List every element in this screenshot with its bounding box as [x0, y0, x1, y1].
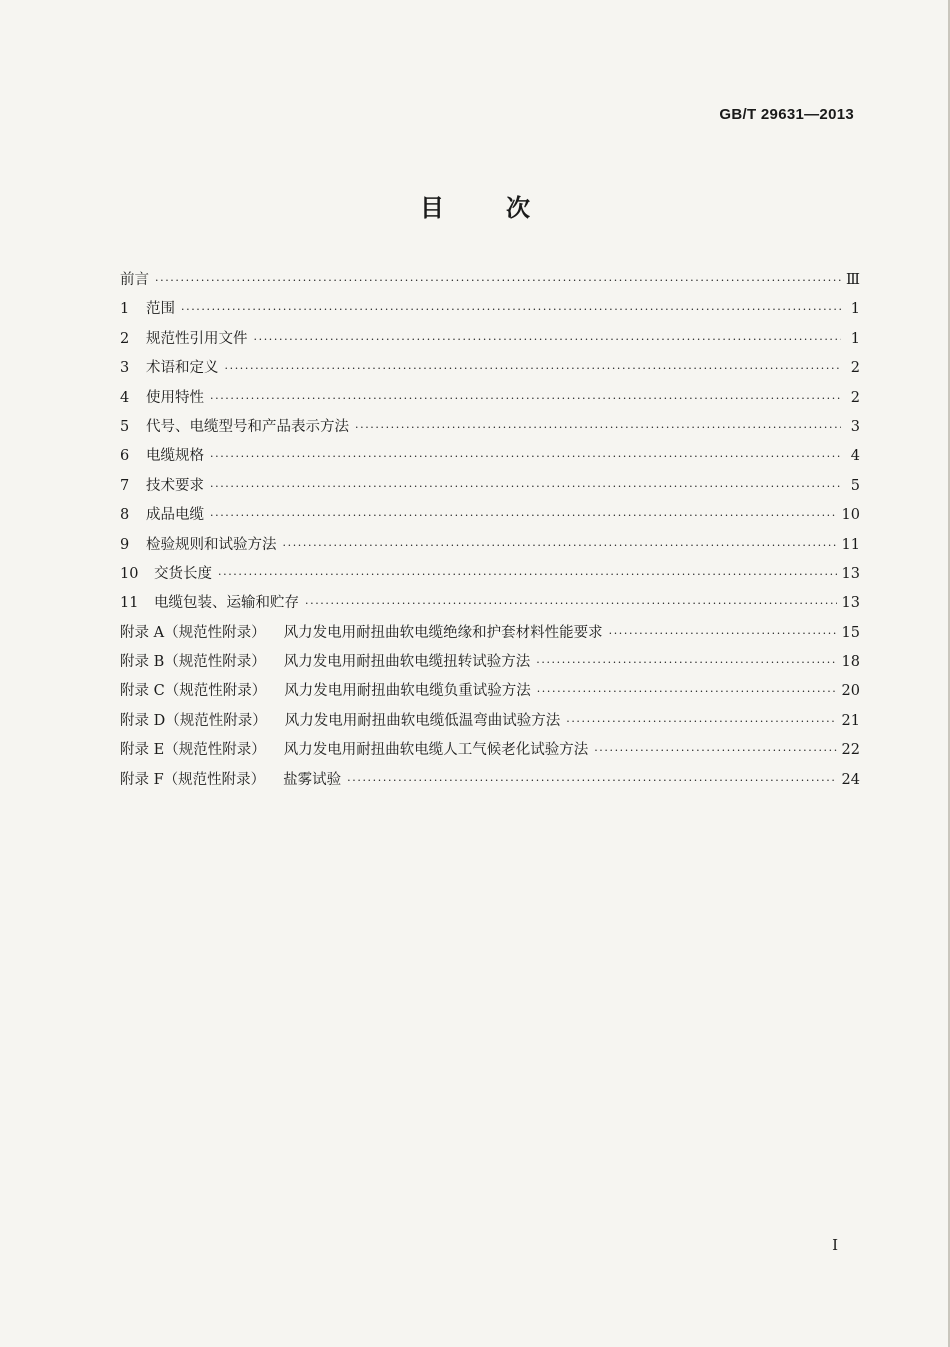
leader-dots: [594, 744, 836, 757]
toc-page: 1: [850, 301, 860, 318]
toc-entry-2[interactable]: [120, 327, 860, 356]
toc-entry-annex-f[interactable]: [120, 768, 860, 797]
toc-page: 3: [850, 418, 860, 435]
toc-page: Ⅲ: [846, 272, 860, 288]
toc-label: 风力发电用耐扭曲软电缆绝缘和护套材料性能要求: [283, 624, 603, 641]
toc-entry-annex-c[interactable]: [120, 679, 860, 708]
toc-page: 11: [841, 536, 860, 553]
leader-dots: [347, 774, 836, 787]
leader-dots: [355, 421, 841, 434]
page-title: [0, 188, 950, 223]
toc-page: 22: [841, 742, 860, 759]
leader-dots: [210, 450, 841, 463]
toc-entry-1[interactable]: [120, 297, 860, 326]
toc-page: 2: [850, 360, 860, 377]
annex-prefix: 附录 A（规范性附录）: [120, 624, 266, 641]
toc-page: 4: [850, 448, 860, 465]
leader-dots: [283, 539, 837, 552]
title-char-1: 目: [420, 194, 444, 222]
toc-page: 18: [841, 654, 860, 671]
toc-page: 15: [841, 624, 860, 641]
toc-number: 6: [120, 448, 130, 465]
leader-dots: [254, 333, 842, 346]
leader-dots: [210, 509, 837, 522]
toc-number: 10: [120, 565, 139, 582]
standard-code: GB/T 29631—2013: [719, 106, 854, 123]
toc-label: 检验规则和试验方法: [146, 536, 277, 553]
toc-label: 术语和定义: [146, 360, 219, 377]
toc-label: 成品电缆: [146, 507, 204, 524]
toc-label: 电缆包装、运输和贮存: [154, 595, 299, 612]
toc-label: 风力发电用耐扭曲软电缆负重试验方法: [284, 683, 531, 700]
leader-dots: [210, 480, 841, 493]
leader-dots: [537, 685, 837, 698]
page-number: I: [832, 1236, 838, 1254]
toc-page: 2: [850, 389, 860, 406]
leader-dots: [210, 392, 841, 405]
annex-prefix: 附录 E（规范性附录）: [120, 742, 266, 759]
annex-prefix: 附录 C（规范性附录）: [120, 683, 267, 700]
toc-number: 4: [120, 389, 130, 406]
toc-label: 电缆规格: [146, 448, 204, 465]
toc-entry-11[interactable]: [120, 591, 860, 620]
toc-label: 风力发电用耐扭曲软电缆人工气候老化试验方法: [283, 742, 589, 759]
toc-entry-5[interactable]: [120, 415, 860, 444]
annex-prefix: 附录 B（规范性附录）: [120, 654, 266, 671]
toc-label: 使用特性: [146, 389, 204, 406]
toc-number: 9: [120, 536, 130, 553]
toc-number: 5: [120, 418, 130, 435]
leader-dots: [181, 303, 841, 316]
toc-number: 1: [120, 301, 130, 318]
toc-entry-annex-b[interactable]: [120, 650, 860, 679]
toc-label: 风力发电用耐扭曲软电缆扭转试验方法: [283, 654, 531, 671]
toc-page: 10: [841, 507, 860, 524]
toc-label: 交货长度: [154, 565, 212, 582]
leader-dots: [305, 597, 837, 610]
toc-entry-3[interactable]: [120, 356, 860, 385]
leader-dots: [218, 568, 837, 581]
toc-number: 11: [120, 595, 139, 612]
toc-entry-7[interactable]: [120, 474, 860, 503]
annex-prefix: 附录 F（规范性附录）: [120, 771, 266, 788]
toc-page: 13: [841, 595, 860, 612]
leader-dots: [609, 627, 837, 640]
toc-label: 技术要求: [146, 477, 204, 494]
toc-page: 21: [841, 712, 860, 729]
leader-dots: [536, 656, 836, 669]
toc-entry-annex-d[interactable]: [120, 709, 860, 738]
toc-number: 7: [120, 477, 130, 494]
annex-prefix: 附录 D（规范性附录）: [120, 712, 267, 729]
toc-label: 代号、电缆型号和产品表示方法: [146, 418, 349, 435]
leader-dots: [566, 715, 836, 728]
toc-page: 13: [841, 565, 860, 582]
table-of-contents: [120, 268, 860, 797]
toc-entry-10[interactable]: [120, 562, 860, 591]
toc-entry-9[interactable]: [120, 533, 860, 562]
toc-entry-4[interactable]: [120, 386, 860, 415]
toc-label: 前言: [120, 272, 149, 288]
toc-label: 规范性引用文件: [146, 330, 248, 347]
toc-entry-foreword[interactable]: [120, 268, 860, 297]
toc-number: 8: [120, 507, 130, 524]
toc-page: 24: [841, 771, 860, 788]
toc-label: 范围: [146, 301, 175, 318]
leader-dots: [225, 362, 842, 375]
toc-label: 盐雾试验: [283, 771, 342, 788]
toc-entry-8[interactable]: [120, 503, 860, 532]
toc-page: 5: [850, 477, 860, 494]
toc-number: 3: [120, 360, 130, 377]
toc-page: 20: [841, 683, 860, 700]
toc-page: 1: [850, 330, 860, 347]
toc-entry-annex-a[interactable]: [120, 621, 860, 650]
toc-entry-annex-e[interactable]: [120, 738, 860, 767]
toc-label: 风力发电用耐扭曲软电缆低温弯曲试验方法: [284, 712, 561, 729]
toc-entry-6[interactable]: [120, 444, 860, 473]
toc-number: 2: [120, 330, 130, 347]
title-char-2: 次: [506, 194, 530, 222]
leader-dots: [155, 274, 841, 287]
